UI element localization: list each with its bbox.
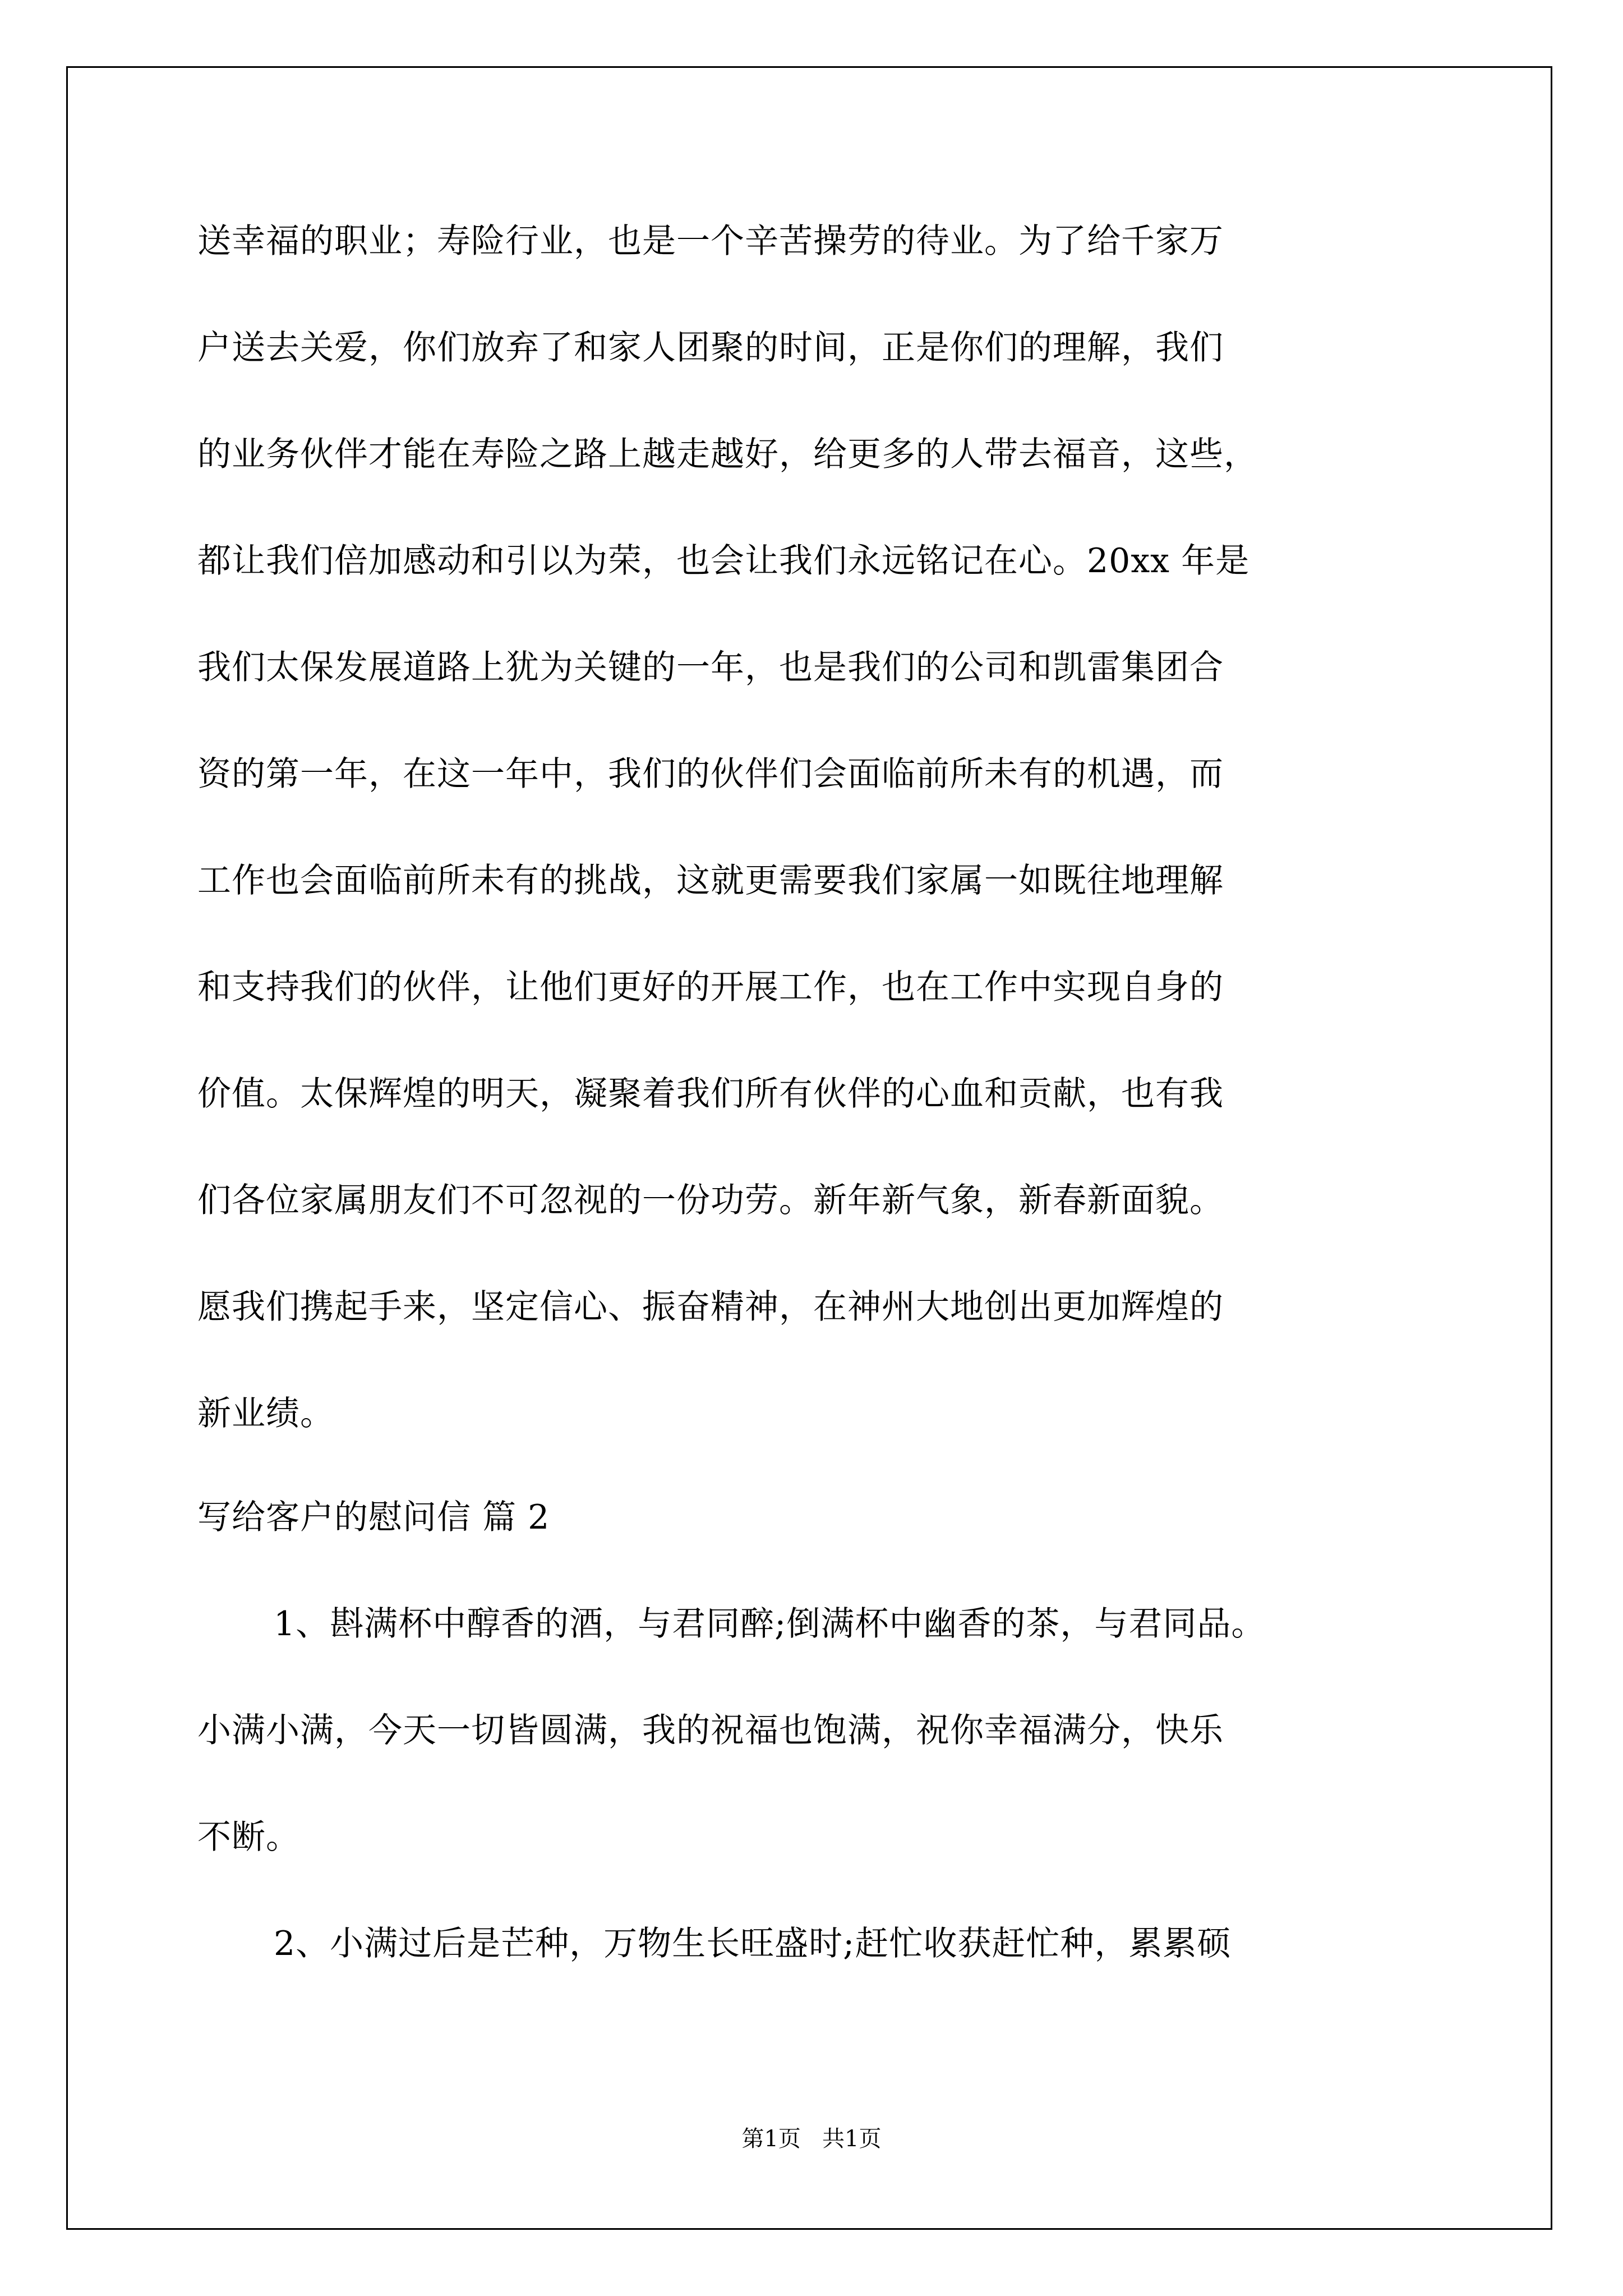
page-border: [66, 66, 1552, 2230]
paragraph-line: 的业务伙伴才能在寿险之路上越走越好，给更多的人带去福音，这些，: [197, 435, 1258, 474]
paragraph-line: 和支持我们的伙伴，让他们更好的开展工作，也在工作中实现自身的: [197, 968, 1224, 1007]
paragraph-line: 价值。太保辉煌的明天，凝聚着我们所有伙伴的心血和贡献，也有我: [197, 1074, 1224, 1114]
paragraph-line: 送幸福的职业；寿险行业，也是一个辛苦操劳的待业。为了给千家万: [197, 222, 1224, 261]
paragraph-line: 们各位家属朋友们不可忽视的一份功劳。新年新气象，新春新面貌。: [197, 1181, 1224, 1220]
paragraph-line: 户送去关爱，你们放弃了和家人团聚的时间，正是你们的理解，我们: [197, 328, 1224, 367]
paragraph-line: 2、小满过后是芒种，万物生长旺盛时;赶忙收获赶忙种，累累硕: [274, 1924, 1232, 1963]
paragraph-line: 我们太保发展道路上犹为关键的一年，也是我们的公司和凯雷集团合: [197, 648, 1224, 687]
paragraph-line: 资的第一年，在这一年中，我们的伙伴们会面临前所未有的机遇，而: [197, 754, 1224, 794]
paragraph-line: 不断。: [197, 1818, 300, 1857]
page-footer: 第1页 共1页: [741, 2126, 882, 2152]
section-heading: 写给客户的慰问信 篇 2: [197, 1498, 550, 1537]
paragraph-line: 愿我们携起手来，坚定信心、振奋精神，在神州大地创出更加辉煌的: [197, 1287, 1224, 1327]
paragraph-line: 工作也会面临前所未有的挑战，这就更需要我们家属一如既往地理解: [197, 861, 1224, 900]
paragraph-line: 新业绩。: [197, 1394, 334, 1433]
paragraph-line: 1、斟满杯中醇香的酒，与君同醉;倒满杯中幽香的茶，与君同品。: [274, 1604, 1266, 1644]
paragraph-line: 小满小满，今天一切皆圆满，我的祝福也饱满，祝你幸福满分，快乐: [197, 1711, 1224, 1750]
paragraph-line: 都让我们倍加感动和引以为荣，也会让我们永远铭记在心。20xx 年是: [197, 541, 1250, 581]
